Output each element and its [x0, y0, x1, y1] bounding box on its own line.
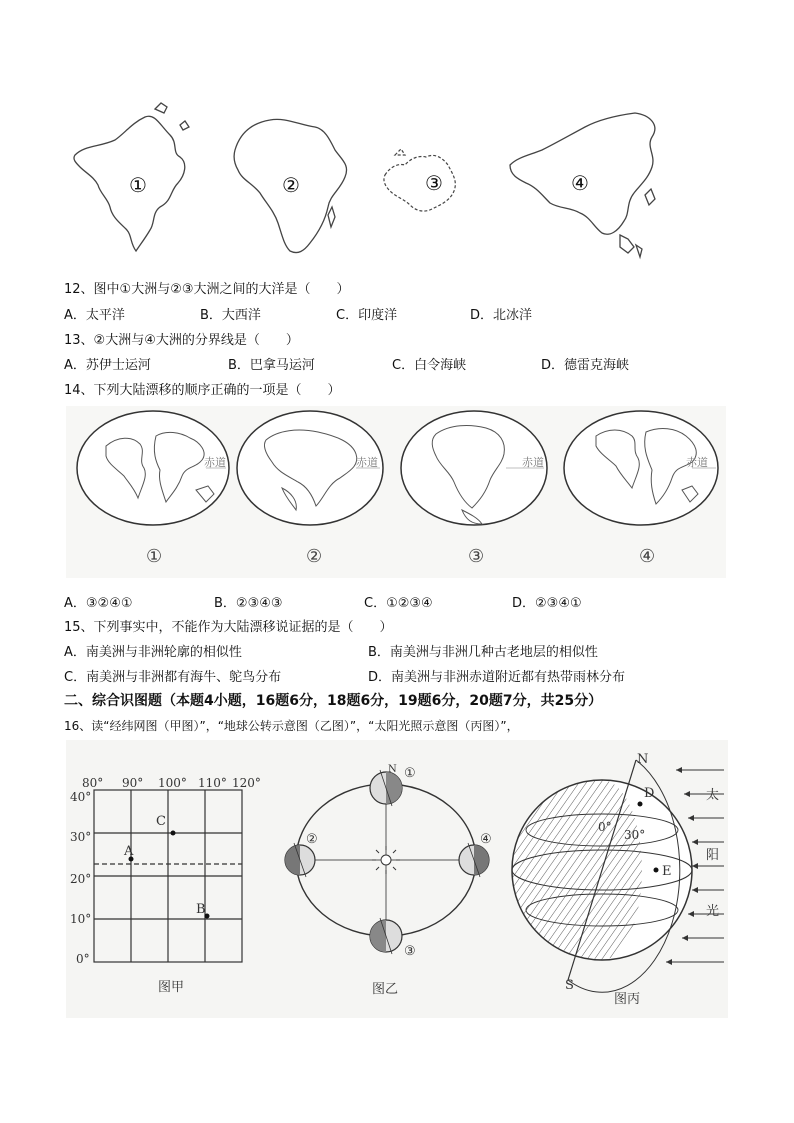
continent-europe: [384, 149, 455, 211]
continental-drift-figure: [66, 406, 726, 578]
drift-map-3-equator-label: 赤道: [522, 456, 544, 469]
point-c-label: C: [156, 814, 166, 829]
point-b-label: B: [196, 902, 206, 917]
drift-map-label-4: ④: [639, 546, 656, 567]
orbit-position-4: ④: [480, 832, 492, 847]
sun-text-1: 太: [706, 788, 720, 803]
earth-position-top: [370, 770, 402, 806]
lat-label-20: 20°: [70, 872, 92, 886]
q12-option-d[interactable]: D．北冰洋: [470, 308, 533, 323]
point-a-label: A: [124, 844, 134, 859]
fig-bing-sunlight: [506, 740, 728, 1018]
continent-label-2: ②: [282, 173, 300, 197]
point-e-marker: [654, 868, 659, 873]
q13-option-c[interactable]: C．白令海峡: [392, 358, 467, 373]
q14-option-c[interactable]: C．①②③④: [364, 596, 433, 611]
continent-label-3: ③: [425, 171, 443, 195]
q13-option-d[interactable]: D．德雷克海峡: [541, 358, 630, 373]
q12-option-c[interactable]: C．印度洋: [336, 308, 398, 323]
continent-label-1: ①: [129, 173, 147, 197]
section-2-title: 二、综合识图题（本题4小题，16题6分，18题6分，19题6分，20题7分，共25分）: [64, 693, 603, 709]
drift-map-2-equator-label: 赤道: [356, 456, 378, 469]
q14-option-b[interactable]: B．②③④③: [214, 596, 283, 611]
q15-option-a[interactable]: A．南美洲与非洲轮廓的相似性: [64, 645, 242, 660]
question-15-stem: 15、下列事实中，不能作为大陆漂移说证据的是（ ）: [64, 620, 393, 635]
orbit-pole-letter: N: [388, 764, 397, 775]
sun-text-2: 阳: [706, 848, 720, 863]
orbit-position-2: ②: [306, 832, 318, 847]
lon-label-100: 100°: [158, 776, 187, 790]
question-13-stem: 13、②大洲与④大洲的分界线是（ ）: [64, 333, 299, 348]
lon-label-110: 110°: [198, 776, 227, 790]
lon-label-80: 80°: [82, 776, 104, 790]
point-d-label: D: [644, 786, 655, 801]
point-e-label: E: [662, 864, 672, 879]
continent-label-4: ④: [571, 171, 589, 195]
sunlight-lat-0: 0°: [598, 820, 612, 834]
question-14-stem: 14、下列大陆漂移的顺序正确的一项是（ ）: [64, 383, 341, 398]
drift-maps-svg: [66, 406, 726, 578]
drift-map-label-1: ①: [146, 546, 163, 567]
q14-option-d[interactable]: D．②③④①: [512, 596, 582, 611]
earth-position-right: [459, 843, 489, 877]
orbit-position-1: ①: [404, 766, 416, 781]
earth-position-bottom: [370, 918, 402, 954]
q12-option-b[interactable]: B．大西洋: [200, 308, 261, 323]
fig-yi-orbit: [276, 740, 496, 1018]
fig-bing-caption: 图丙: [614, 992, 641, 1007]
q13-option-b[interactable]: B．巴拿马运河: [228, 358, 315, 373]
q14-option-a[interactable]: A．③②④①: [64, 596, 133, 611]
drift-map-4-equator-label: 赤道: [686, 456, 708, 469]
lat-label-10: 10°: [70, 912, 92, 926]
fig-yi-caption: 图乙: [372, 982, 399, 997]
sunlight-pole-s: S: [565, 978, 574, 993]
orbit-position-3: ③: [404, 944, 416, 959]
q13-option-a[interactable]: A．苏伊士运河: [64, 358, 151, 373]
lon-label-120: 120°: [232, 776, 261, 790]
point-d-marker: [638, 802, 643, 807]
sun-text-3: 光: [706, 904, 720, 919]
lat-label-40: 40°: [70, 790, 92, 804]
question-16-stem: 16、读“经纬网图（甲图）”，“地球公转示意图（乙图）”，“太阳光照示意图（丙图）”，: [64, 719, 519, 733]
drift-map-label-2: ②: [306, 546, 323, 567]
drift-map-label-3: ③: [468, 546, 485, 567]
sunlight-lat-30: 30°: [624, 828, 646, 842]
lat-label-0: 0°: [76, 952, 90, 966]
q12-option-a[interactable]: A．太平洋: [64, 308, 125, 323]
point-c-marker: [171, 831, 176, 836]
lat-label-30: 30°: [70, 830, 92, 844]
question-12-stem: 12、图中①大洲与②③大洲之间的大洋是（ ）: [64, 282, 350, 297]
sunlight-pole-n: N: [637, 752, 649, 767]
earth-position-left: [285, 843, 315, 877]
q15-option-b[interactable]: B．南美洲与非洲几种古老地层的相似性: [368, 645, 598, 660]
lon-label-90: 90°: [122, 776, 144, 790]
drift-map-1-equator-label: 赤道: [204, 456, 226, 469]
q15-option-c[interactable]: C．南美洲与非洲都有海牛、鸵鸟分布: [64, 670, 282, 685]
q15-option-d[interactable]: D．南美洲与非洲赤道附近都有热带雨林分布: [368, 670, 626, 685]
fig-jia-caption: 图甲: [158, 980, 185, 995]
figure-panel: [66, 740, 728, 1018]
